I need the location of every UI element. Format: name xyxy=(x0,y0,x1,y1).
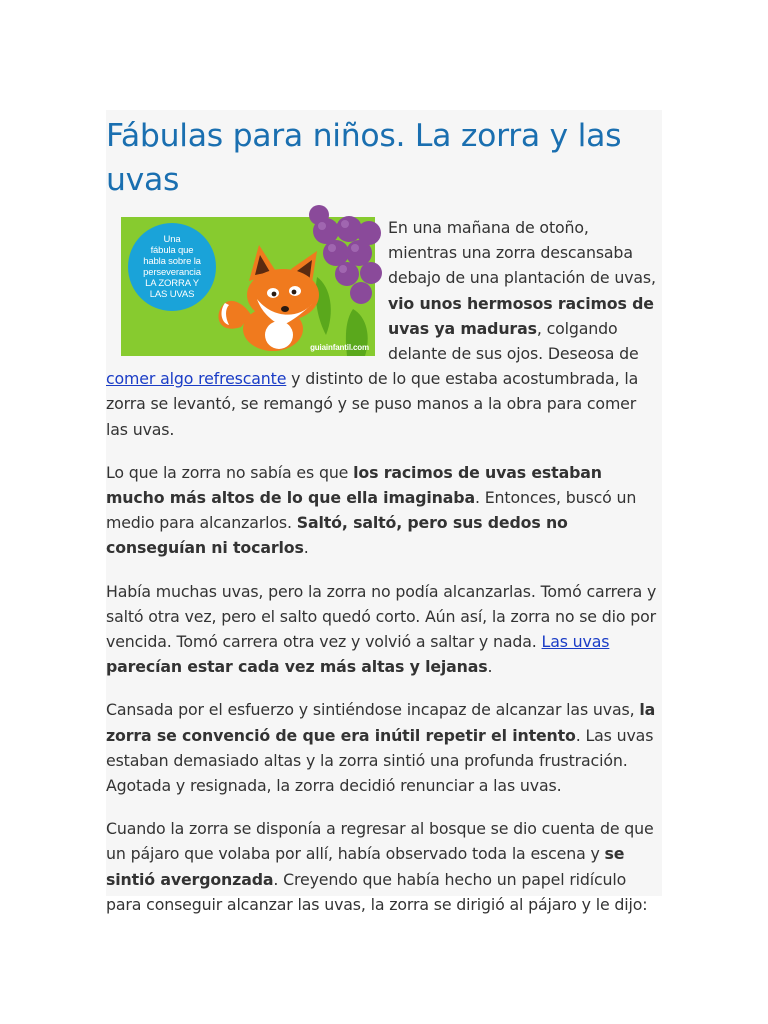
p4-bold-1: la zorra se convenció de que era inútil repetir el intento xyxy=(106,700,656,745)
article-title: Fábulas para niños. La zorra y las uvas xyxy=(106,118,622,198)
p2-text-1: Lo que la zorra no sabía es que xyxy=(106,462,354,482)
p1-text-1: En una mañana de otoño, mientras una zorra descansaba debajo de una plantación de uvas, xyxy=(388,218,656,288)
article-body xyxy=(106,215,662,917)
paragraph-5 xyxy=(106,816,662,917)
paragraph-4 xyxy=(106,697,662,798)
p3-text-3: . xyxy=(487,657,493,677)
caption-line-2: fábula que xyxy=(150,245,194,256)
caption-line-6: LAS UVAS xyxy=(149,289,195,300)
p4-text-2: . Las uvas estaban demasiado altas y la zorra sintió una profunda frustración. Agotada y resignada, la zorra decidió renunciar a las uvas. xyxy=(106,725,654,796)
fox-grapes-illustration xyxy=(121,217,375,356)
p1-text-3: y distinto de lo que estaba acostumbrada, la zorra se levantó, se remangó y se puso manos a la obra para comer las uvas. xyxy=(106,369,639,439)
p1-text-2: , colgando delante de sus ojos. Deseosa de xyxy=(388,318,639,364)
link-las-uvas[interactable]: Las uvas xyxy=(541,632,610,652)
article xyxy=(106,110,662,914)
hero-image xyxy=(121,217,375,356)
caption-line-3: habla sobre la xyxy=(143,256,201,267)
paragraph-3 xyxy=(106,579,662,680)
p1-bold-1: vio unos hermosos racimos de uvas ya maduras xyxy=(388,293,654,338)
caption-badge xyxy=(128,223,216,311)
caption-line-1: Una xyxy=(163,234,181,245)
link-comer-algo-refrescante[interactable]: comer algo refrescante xyxy=(106,369,287,389)
paragraph-1 xyxy=(106,215,662,442)
p2-bold-1: los racimos de uvas estaban mucho más altos de lo que ella imaginaba xyxy=(106,462,602,508)
p3-text-1: Había muchas uvas, pero la zorra no podía alcanzarlas. Tomó carrera y saltó otra vez, pero el salto quedó corto. Aún así, la zorra no se dio por vencida. Tomó carrera otra vez y volvió a saltar y nada. xyxy=(106,581,657,652)
p5-text-2: . Creyendo que había hecho un papel ridículo para conseguir alcanzar las uvas, la zorra se dirigió al pájaro y le dijo: xyxy=(106,869,648,914)
brand-watermark: guiainfantil.com xyxy=(310,343,369,352)
paragraph-2 xyxy=(106,460,662,561)
p2-bold-2: Saltó, saltó, pero sus dedos no conseguían ni tocarlos xyxy=(106,513,568,558)
p2-text-2: . Entonces, buscó un medio para alcanzarlos. xyxy=(106,488,637,533)
p2-text-3: . xyxy=(303,538,309,558)
p5-text-1: Cuando la zorra se disponía a regresar al bosque se dio cuenta de que un pájaro que volaba por allí, había observado toda la escena y xyxy=(106,819,654,864)
p4-text-1: Cansada por el esfuerzo y sintiéndose incapaz de alcanzar las uvas, xyxy=(106,700,640,720)
caption-line-5: LA ZORRA Y xyxy=(145,278,199,289)
caption-line-4: perseverancia xyxy=(143,267,201,278)
p3-bold-1: parecían estar cada vez más altas y lejanas xyxy=(106,657,488,677)
p5-bold-1: se sintió avergonzada xyxy=(106,844,625,889)
